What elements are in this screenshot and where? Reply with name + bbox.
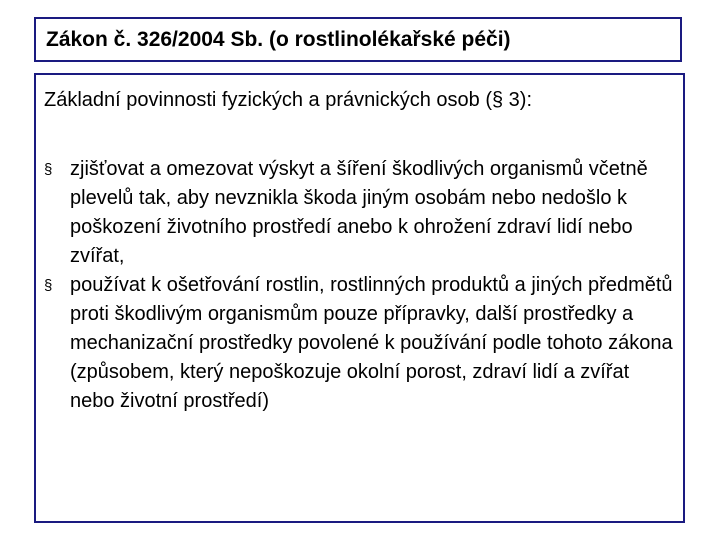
intro-text: Základní povinnosti fyzických a právnických osob (§ 3): (44, 89, 532, 111)
bullet-marker-icon: § (44, 277, 53, 294)
bullet-text: používat k ošetřování rostlin, rostlinných produktů a jiných předmětů proti škodlivým organismům pouze přípravky, další prostředky a mechanizační prostředky povolené k používání podle tohoto zákona (způsobem, který nepoškozuje okolní porost, zdraví lidí a zvířat nebo životní prostředí) (70, 274, 673, 412)
bullet-list (44, 155, 673, 416)
slide-title: Zákon č. 326/2004 Sb. (o rostlinolékařské péči) (46, 27, 511, 51)
bullet-text: zjišťovat a omezovat výskyt a šíření škodlivých organismů včetně plevelů tak, aby nevznikla škoda jiným osobám nebo nedošlo k poškození životního prostředí anebo k ohrožení zdraví lidí nebo zvířat, (70, 158, 648, 267)
content-box (34, 73, 685, 523)
bullet-item (44, 155, 673, 271)
bullet-item (44, 271, 673, 416)
bullet-marker-icon: § (44, 161, 53, 178)
title-box (34, 17, 682, 62)
